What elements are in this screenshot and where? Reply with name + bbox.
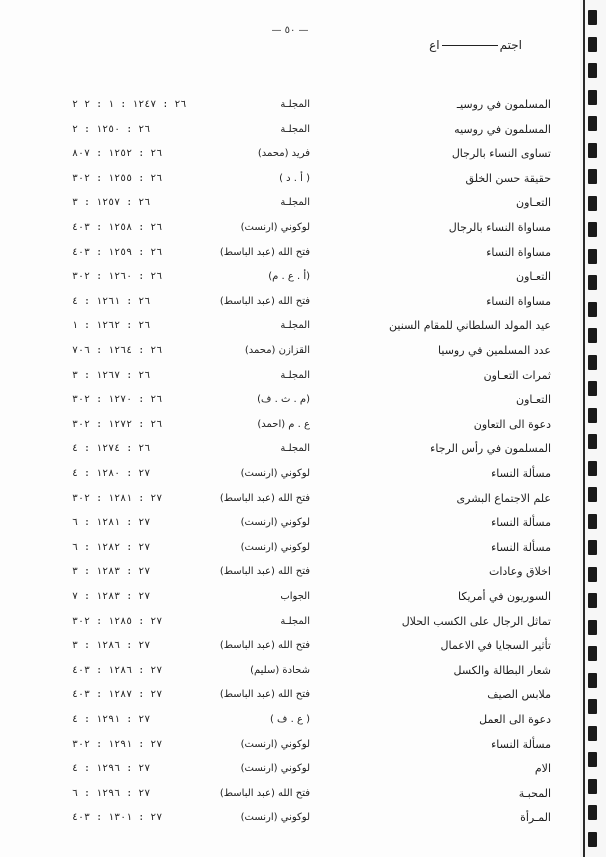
binding-hole [588,567,597,582]
entry-title: مساواة النساء [486,245,551,259]
entry-title: تماثل الرجال على الكسب الحلال [401,614,551,628]
binding-hole [588,222,597,237]
entry-author: فريد (محمد) [257,148,310,160]
entry-reference: ٢٦ : ١٢٦٤ : ٧٠٦ [72,345,163,356]
entry-reference: ٢٧ : ١٢٨١ : ٣٠٢ [72,492,163,504]
entry-author: المجلـة [280,123,310,135]
entry-reference: ٢٧ : ١٢٩١ : ٣٠٢ [72,738,163,750]
entry-reference: ٢٧ : ١٣٠١ : ٤٠٣ [72,812,163,824]
entry-title: مسألة النساء [491,516,551,530]
entry-title: مساواة النساء بالرجال [448,221,551,234]
entry-reference: ٢٧ : ١٢٨٠ : ٤ [72,468,151,479]
entry-title: علم الاجتماع البشرى [456,491,551,505]
binding-hole [588,779,597,794]
entry-title: المـرأة [520,811,551,825]
binding-hole [588,90,597,105]
entry-reference: ٢٧ : ١٢٩١ : ٤ [72,714,151,725]
entry-reference: ٢٦ : ١٢٥٩ : ٤٠٣ [72,246,163,258]
list-item [0,243,580,263]
list-item [0,316,580,336]
binding-hole [588,302,597,317]
list-item [0,464,580,484]
binding-hole [588,10,597,25]
binding-hole [588,63,597,78]
binding-hole [588,249,597,264]
entry-title: عيد المولد السلطاني للمقام السنين [389,319,551,333]
entry-title: المسلمون في رأس الرجاء [430,442,551,456]
entry-reference: ٢٦ : ١٢٥٠ : ٢ [72,123,151,135]
list-item [0,415,580,435]
entry-author: فتح الله (عبد الباسط) [219,295,310,307]
entry-author: المجلـة [280,320,310,332]
list-item [0,710,580,730]
binding-line [583,0,585,857]
entry-title: مسألة النساء [491,540,551,554]
entry-author: فتح الله (عبد الباسط) [219,640,310,652]
binding-hole [588,699,597,714]
entry-author: شحادة (سليم) [250,664,310,676]
entry-reference: ٢٦ : ١٢٥٨ : ٤٠٣ [72,222,163,233]
entry-reference: ٢٦ : ١٢٦٢ : ١ [72,320,151,332]
entry-author: فتح الله (عبد الباسط) [219,492,310,504]
list-item [0,538,580,558]
entry-reference: ٢٦ : ١٢٤٧ : ١ : ٢ ٢ [72,99,187,110]
entry-author: ( ع . ف ) [269,714,310,725]
entry-reference: ٢٦ : ١٢٧٠ : ٣٠٢ [72,394,163,406]
list-item [0,587,580,607]
entry-title: مساواة النساء [486,294,551,308]
heading-left-word: اجتم [499,38,522,52]
entry-reference: ٢٧ : ١٢٩٦ : ٦ [72,787,151,799]
list-item [0,144,580,164]
entry-author: ع . م (احمد) [257,418,310,430]
binding-hole [588,381,597,396]
entry-reference: ٢٦ : ١٢٥٥ : ٣٠٢ [72,172,163,184]
binding-hole [588,328,597,343]
binding-hole [588,169,597,184]
binding-hole [588,116,597,131]
binding-hole [588,673,597,688]
entry-author: ( أ . د ) [279,172,310,184]
entry-title: دعوة الى التعاون [473,417,551,431]
entry-title: التعـاون [516,270,551,284]
entry-reference: ٢٧ : ١٢٨٧ : ٤٠٣ [72,689,163,701]
list-item [0,120,580,140]
list-item [0,341,580,361]
entry-author: فتح الله (عبد الباسط) [219,246,310,258]
binding-hole [588,461,597,476]
entry-author: (أ . ع . م) [268,271,310,283]
list-item [0,784,580,804]
entry-author: المجلـة [280,197,310,209]
list-item [0,489,580,509]
entry-author: فتح الله (عبد الباسط) [219,566,310,578]
list-item [0,366,580,386]
entry-author: لوكوني (ارنست) [240,468,310,479]
binding-hole [588,805,597,820]
page-number: — ٥٠ — [271,25,309,36]
entry-title: المسلمون في روسيـ [456,98,551,111]
list-item [0,562,580,582]
list-item [0,808,580,828]
entry-author: لوكوني (ارنست) [240,763,310,775]
binding-hole [588,408,597,423]
binding-hole [588,593,597,608]
binding-hole [588,752,597,767]
binding-hole [588,726,597,741]
list-item [0,193,580,213]
entry-author: لوكوني (ارنست) [240,517,310,529]
list-item [0,661,580,681]
entry-reference: ٢٧ : ١٢٨٥ : ٣٠٢ [72,615,163,627]
entry-author: الجواب [280,591,310,602]
list-item [0,390,580,410]
list-item [0,759,580,779]
entry-author: المجلـة [280,99,310,110]
binding-hole [588,37,597,52]
entry-author: المجلـة [280,615,310,627]
entry-reference: ٢٧ : ١٢٩٦ : ٤ [72,763,151,775]
entry-author: لوكوني (ارنست) [240,738,310,750]
entry-author: القزازن (محمد) [244,345,310,356]
entry-reference: ٢٧ : ١٢٨١ : ٦ [72,517,151,529]
binding-hole [588,355,597,370]
entry-reference: ٢٦ : ١٢٦١ : ٤ [72,295,151,307]
list-item [0,685,580,705]
entry-title: ملابس الصيف [487,688,551,702]
entry-title: المحبـة [518,786,551,800]
entry-reference: ٢٧ : ١٢٨٣ : ٧ [72,591,151,602]
entry-title: الام [534,762,551,776]
entry-title: شعار البطالة والكسل [453,663,551,677]
entry-reference: ٢٧ : ١٢٨٦ : ٣ [72,640,151,652]
entry-title: تساوى النساء بالرجال [451,147,551,161]
entry-title: عدد المسلمين في روسيا [438,344,551,357]
list-item [0,267,580,287]
entry-reference: ٢٦ : ١٢٧٤ : ٤ [72,443,151,455]
entry-title: تأثير السجايا في الاعمال [440,639,551,653]
entry-author: فتح الله (عبد الباسط) [219,787,310,799]
binding-hole [588,275,597,290]
entry-title: التعـاون [516,393,551,407]
list-item [0,439,580,459]
list-item [0,513,580,533]
entry-reference: ٢٦ : ١٢٧٢ : ٣٠٢ [72,418,163,430]
binding-hole [588,646,597,661]
entry-reference: ٢٦ : ١٢٦٠ : ٣٠٢ [72,271,163,283]
list-item [0,218,580,238]
binding-hole [588,196,597,211]
entry-title: التعـاون [516,196,551,210]
binding-hole [588,540,597,555]
binding-hole [588,143,597,158]
heading-right-word: اع [429,38,440,52]
list-item [0,636,580,656]
list-item [0,169,580,189]
entry-title: دعوة الى العمل [479,713,551,726]
entry-reference: ٢٦ : ١٢٦٧ : ٣ [72,369,151,381]
entry-title: اخلاق وعادات [489,565,551,579]
list-item [0,612,580,632]
entry-title: حقيقة حسن الخلق [465,171,551,185]
entry-author: لوكوني (ارنست) [240,222,310,233]
entry-author: المجلـة [280,443,310,455]
entry-reference: ٢٧ : ١٢٨٣ : ٣ [72,566,151,578]
binding-hole [588,620,597,635]
entry-reference: ٢٦ : ١٢٥٧ : ٣ [72,197,151,209]
binding-hole [588,434,597,449]
entry-reference: ٢٧ : ١٢٨٦ : ٤٠٣ [72,664,163,676]
entry-title: مسألة النساء [491,737,551,751]
entry-author: لوكوني (ارنست) [240,812,310,824]
list-item [0,292,580,312]
entry-reference: ٢٦ : ١٢٥٢ : ٨٠٧ [72,148,163,160]
entry-title: مسألة النساء [491,467,551,480]
entry-author: المجلـة [280,369,310,381]
binding-strip [580,0,606,857]
entry-author: فتح الله (عبد الباسط) [219,689,310,701]
entry-reference: ٢٧ : ١٢٨٢ : ٦ [72,541,151,553]
entry-title: المسلمون في روسيه [454,122,551,136]
entry-author: (م . ث . ف) [257,394,310,406]
binding-hole [588,487,597,502]
entry-title: ثمرات التعـاون [483,368,551,382]
list-item [0,735,580,755]
binding-hole [588,832,597,847]
binding-hole [588,514,597,529]
entry-title: السوريون في أمريكا [458,590,551,603]
list-item [0,95,580,115]
entry-author: لوكوني (ارنست) [240,541,310,553]
